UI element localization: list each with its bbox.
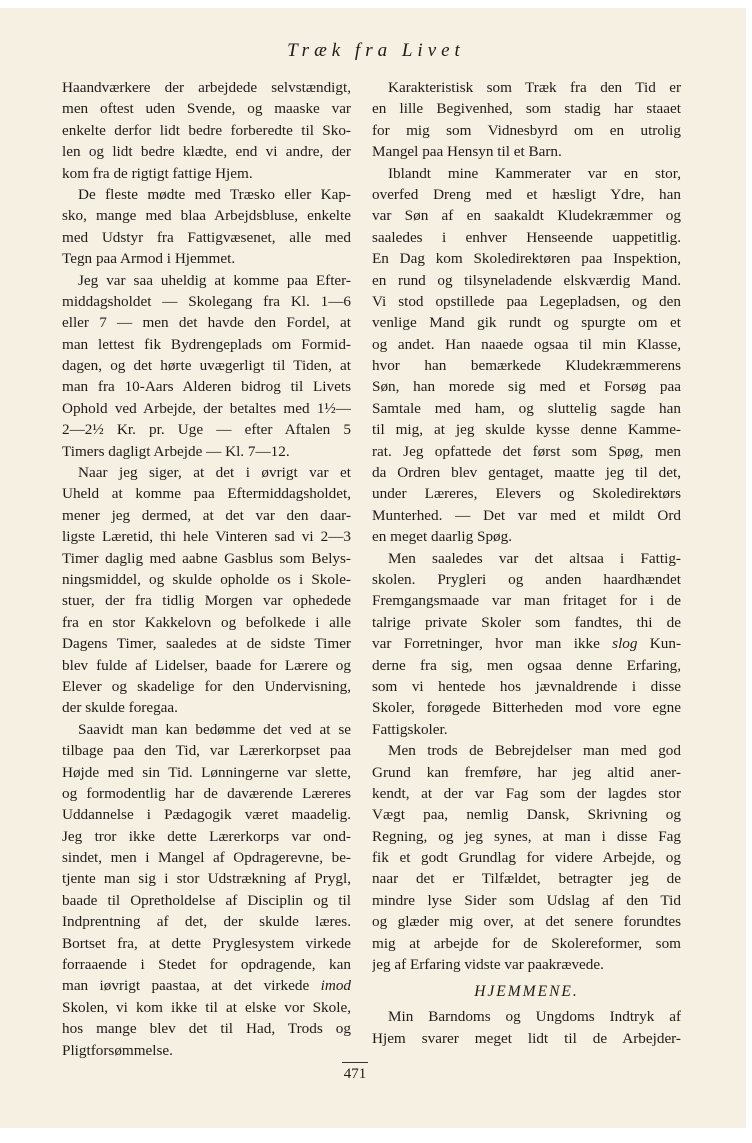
text-line-content: naar det er Tilfældet, betragter jeg de	[372, 870, 681, 888]
text-line-content: dagen, og det hørte uvægerligt til Tiden, at	[62, 357, 351, 375]
text-line-content: hos mange blev det til Had, Trods og	[62, 1020, 351, 1038]
text-line	[62, 826, 351, 847]
text-line	[62, 740, 351, 761]
text-line	[372, 270, 681, 291]
text-line-continuation: Kun-	[637, 635, 681, 653]
text-line	[372, 398, 681, 419]
text-line-content: sko, mange med blaa Arbejdsbluse, enkelte	[62, 207, 351, 225]
text-line	[372, 633, 681, 654]
text-line-content: saaledes i enhver Henseende uappetitlig.	[372, 228, 681, 246]
text-line-content: Samtale med ham, og sluttelig sagde han	[372, 399, 681, 417]
text-line-content: En Dag kom Skoledirektøren paa Inspektion,	[372, 250, 681, 268]
text-line	[62, 569, 351, 590]
text-line	[62, 441, 351, 462]
text-line	[62, 997, 351, 1018]
text-line	[62, 676, 351, 697]
text-line	[372, 227, 681, 248]
text-line-content: Timers dagligt Arbejde — Kl. 7—12.	[62, 442, 290, 460]
text-line-content: en lille Begivenhed, som stadig har staaet	[372, 100, 681, 118]
text-line-content: Men saaledes var det altsaa i Fattig-	[388, 549, 681, 567]
text-line	[62, 655, 351, 676]
text-line	[62, 505, 351, 526]
text-line-content: Pligtforsømmelse.	[62, 1041, 173, 1059]
text-line	[62, 291, 351, 312]
text-line-content: man iøvrigt paastaa, at det virkede	[62, 977, 321, 995]
text-line-content: under Læreres, Elevers og Skoledirektørs	[372, 485, 681, 503]
text-line	[62, 334, 351, 355]
text-line-content: kendt, at der var Fag som der lagdes stor	[372, 784, 681, 802]
text-line	[372, 762, 681, 783]
text-line	[62, 398, 351, 419]
text-line	[62, 590, 351, 611]
text-line-content: var Søn af en saakaldt Kludekræmmer og	[372, 207, 681, 225]
text-line-content: fra en stor Kakkelovn og befolkede i alle	[62, 613, 351, 631]
text-line	[62, 227, 351, 248]
text-line-content: til mig, at jeg skulde kysse denne Kamme-	[372, 421, 681, 439]
text-line-content: ningsmiddel, og skulde opholde os i Skole-	[62, 570, 351, 588]
text-line-content: Indprentning af det, der skulde læres.	[62, 913, 351, 931]
text-line-content: og andet. Han naaede ogsaa til min Klasse,	[372, 335, 681, 353]
text-line	[372, 911, 681, 932]
text-line-content: Tegn paa Armod i Hjemmet.	[62, 250, 236, 268]
text-line	[372, 376, 681, 397]
text-line	[372, 77, 681, 98]
text-line-content: Højde med sin Tid. Lønningerne var slette,	[62, 763, 351, 781]
text-line	[62, 120, 351, 141]
text-line-content: stuer, der fra tidlig Morgen var ophedede	[62, 592, 351, 610]
text-line-content: Timer daglig med aabne Gasblus som Belys-	[62, 549, 351, 567]
text-line	[372, 1006, 681, 1027]
text-line-content: en meget daarlig Spøg.	[372, 528, 513, 546]
text-line-content: sindet, men i Mangel af Opdragerevne, be-	[62, 849, 351, 867]
text-line-content: Mangel paa Hensyn til et Barn.	[372, 143, 562, 161]
text-line	[62, 141, 351, 162]
text-line-content: man fra 10-Aars Alderen bidrog til Livets	[62, 378, 351, 396]
text-line	[372, 355, 681, 376]
text-line	[62, 719, 351, 740]
text-line-content: Uddannelse i Pædagogik været maadelig.	[62, 806, 351, 824]
text-line	[372, 98, 681, 119]
text-line-content: Iblandt mine Kammerater var en stor,	[388, 164, 681, 182]
text-line-content: baade til Opretholdelse af Disciplin og til	[62, 891, 351, 909]
text-line	[372, 826, 681, 847]
text-line	[62, 355, 351, 376]
text-line-content: overfed Dreng med et hæsligt Ydre, han	[372, 185, 681, 203]
text-line-content: derne fra sig, men ogsaa denne Erfaring,	[372, 656, 681, 674]
text-line	[372, 868, 681, 889]
text-line	[372, 141, 681, 162]
text-line	[62, 98, 351, 119]
text-line	[372, 783, 681, 804]
text-line-content: Vi stod opstillede paa Legepladsen, og den	[372, 292, 681, 310]
text-line-content: ligste Læretid, thi hele Vinteren sad vi 2—3	[62, 528, 351, 546]
text-line	[62, 1018, 351, 1039]
page-number-rule	[342, 1062, 368, 1063]
text-line-content: Munterhed. — Det var med et mildt Ord	[372, 506, 681, 524]
text-line	[372, 890, 681, 911]
running-title: Træk fra Livet	[287, 40, 465, 61]
text-line	[372, 334, 681, 355]
text-line	[62, 163, 351, 184]
text-line	[62, 205, 351, 226]
text-line-content: Grund kan fremføre, har jeg altid aner-	[372, 763, 681, 781]
section-heading: HJEMMENE.	[474, 983, 579, 1001]
text-line	[62, 462, 351, 483]
text-line-content: en rund og tilsyneladende elskværdig Mand.	[372, 271, 681, 289]
text-line-content: Hjem svarer meget lidt til de Arbejder-	[372, 1029, 681, 1047]
text-line	[372, 954, 681, 975]
text-line	[62, 419, 351, 440]
text-line	[62, 804, 351, 825]
text-line-content: var Forretninger, hvor man ikke	[372, 635, 613, 653]
text-line-content: Regning, og jeg synes, at man i disse Fag	[372, 827, 681, 845]
text-line-content: blev fulde af Lidelser, baade for Lærere og	[62, 656, 351, 674]
text-line-content: Karakteristisk som Træk fra den Tid er	[388, 79, 681, 96]
text-line-content: Ophold ved Arbejde, der betaltes med 1½—	[62, 399, 351, 417]
text-line	[372, 612, 681, 633]
text-line-content: som vi hentede hos jævnaldrende i disse	[372, 677, 681, 695]
text-line-content: Elever og skadelige for den Undervisning,	[62, 677, 351, 695]
text-line-content: Fremgangsmaade var man fritaget for i de	[372, 592, 681, 610]
text-line	[372, 569, 681, 590]
text-line-content: man lettest fik Bydrengeplads om Formid-	[62, 335, 351, 353]
text-line	[372, 483, 681, 504]
text-line	[62, 933, 351, 954]
text-line	[62, 483, 351, 504]
text-line	[372, 312, 681, 333]
text-line-content: da Ordren blev gentaget, maatte jeg til det,	[372, 464, 681, 482]
italic-emphasis: slog	[612, 635, 638, 653]
text-line-content: Jeg var saa uheldig at komme paa Efter-	[78, 271, 351, 289]
text-line-content: eller 7 — men det havde den Fordel, at	[62, 314, 351, 332]
text-line	[372, 697, 681, 718]
text-line-content: Fattigskoler.	[372, 720, 448, 738]
text-line	[62, 376, 351, 397]
text-line	[372, 676, 681, 697]
text-line	[62, 783, 351, 804]
text-line-content: og glæder mig over, at det senere forundtes	[372, 913, 681, 931]
right-text-column	[372, 77, 681, 1049]
text-line-content: Haandværkere der arbejdede selvstændigt,	[62, 79, 351, 96]
page-number: 471	[343, 1066, 367, 1082]
text-line	[62, 633, 351, 654]
text-line-content: fik et godt Grundlag for videre Arbejde, og	[372, 849, 681, 867]
text-line-content: der skulde foregaa.	[62, 699, 178, 717]
text-line-content: mindre lyse Sider som Udslag af den Tid	[372, 891, 681, 909]
text-line	[62, 868, 351, 889]
text-line-content: og formodentlig har de daværende Læreres	[62, 784, 351, 802]
text-line	[62, 847, 351, 868]
text-line-content: hvor han bemærkede Kludekræmmerens	[372, 357, 681, 375]
text-line-content: tilbage paa den Tid, var Lærerkorpset paa	[62, 742, 351, 760]
text-line-content: 2—2½ Kr. pr. Uge — efter Aftalen 5	[62, 421, 351, 439]
text-line-content: Skolen, vi kom ikke til at elske vor Skole,	[62, 998, 351, 1016]
text-line	[372, 441, 681, 462]
text-line-content: kom fra de rigtigt fattige Hjem.	[62, 164, 253, 182]
text-line	[62, 612, 351, 633]
italic-emphasis: imod	[320, 977, 351, 995]
text-line	[62, 911, 351, 932]
text-line	[372, 462, 681, 483]
text-line-content: jeg af Erfaring vidste var paakrævede.	[372, 956, 604, 974]
text-line-content: Bortset fra, at dette Pryglesystem virkede	[62, 934, 351, 952]
text-line	[372, 548, 681, 569]
text-line-content: Min Barndoms og Ungdoms Indtryk af	[388, 1008, 681, 1026]
text-line	[62, 77, 351, 98]
text-line-content: len og lidt bedre klædte, end vi andre, der	[62, 143, 351, 161]
text-line	[62, 312, 351, 333]
text-line	[372, 590, 681, 611]
text-line	[372, 740, 681, 761]
text-line	[62, 762, 351, 783]
text-line	[372, 804, 681, 825]
text-line-content: Men trods de Bebrejdelser man med god	[388, 742, 681, 760]
text-line	[372, 184, 681, 205]
text-line-content: tjente man sig i stor Udstrækning af Prygl,	[62, 870, 351, 888]
text-line	[372, 847, 681, 868]
text-line-content: med Udstyr fra Fattigvæsenet, alle med	[62, 228, 351, 246]
text-line	[372, 1028, 681, 1049]
left-text-column	[62, 77, 351, 1061]
text-line-content: talrige private Skoler som fandtes, thi de	[372, 613, 681, 631]
text-line-content: Søn, han morede sig med et Forsøg paa	[372, 378, 681, 396]
text-line	[372, 655, 681, 676]
text-line	[62, 954, 351, 975]
text-line	[372, 526, 681, 547]
text-line-content: mener jeg dermed, at det var den daar-	[62, 506, 351, 524]
text-line	[372, 933, 681, 954]
text-line	[62, 890, 351, 911]
text-line-content: forraaende i Stedet for opdragende, kan	[62, 956, 351, 974]
text-line	[372, 120, 681, 141]
text-line-content: Dagens Timer, saaledes at de sidste Timer	[62, 635, 351, 653]
text-line	[62, 270, 351, 291]
text-line	[62, 248, 351, 269]
text-line-content: venlige Mand gik rundt og spurgte om et	[372, 314, 681, 332]
text-line-content: rat. Jeg opfattede det først som Spøg, men	[372, 442, 681, 460]
text-line	[372, 291, 681, 312]
text-line-content: enkelte derfor lidt bedre forberedte til Sko-	[62, 121, 351, 139]
text-line	[62, 697, 351, 718]
text-line-content: De fleste mødte med Træsko eller Kap-	[78, 185, 351, 203]
text-line-content: Skoler, forøgede Bitterheden mod vore egne	[372, 699, 681, 717]
text-line-content: Saavidt man kan bedømme det ved at se	[78, 720, 351, 738]
text-line-content: Uheld at komme paa Eftermiddagsholdet,	[62, 485, 351, 503]
text-line-content: skolen. Prygleri og anden haardhændet	[372, 570, 681, 588]
text-line-content: mig at arbejde for de Skolereformer, som	[372, 934, 681, 952]
text-line-content: Naar jeg siger, at det i øvrigt var et	[78, 464, 351, 482]
text-line	[372, 719, 681, 740]
text-line-content: Vægt paa, nemlig Dansk, Skrivning og	[372, 806, 681, 824]
text-line	[372, 163, 681, 184]
text-line	[62, 1040, 351, 1061]
text-line	[372, 205, 681, 226]
text-line	[62, 975, 351, 996]
text-line	[372, 248, 681, 269]
text-line-content: middagsholdet — Skolegang fra Kl. 1—6	[62, 292, 351, 310]
text-line-content: Jeg tror ikke dette Lærerkorps var ond-	[62, 827, 351, 845]
text-line-content: men oftest uden Svende, og maaske var	[62, 100, 351, 118]
text-line-content: for mig som Vidnesbyrd om en utrolig	[372, 121, 681, 139]
text-line	[62, 184, 351, 205]
text-line	[372, 505, 681, 526]
text-line	[62, 526, 351, 547]
text-line	[62, 548, 351, 569]
text-line	[372, 419, 681, 440]
